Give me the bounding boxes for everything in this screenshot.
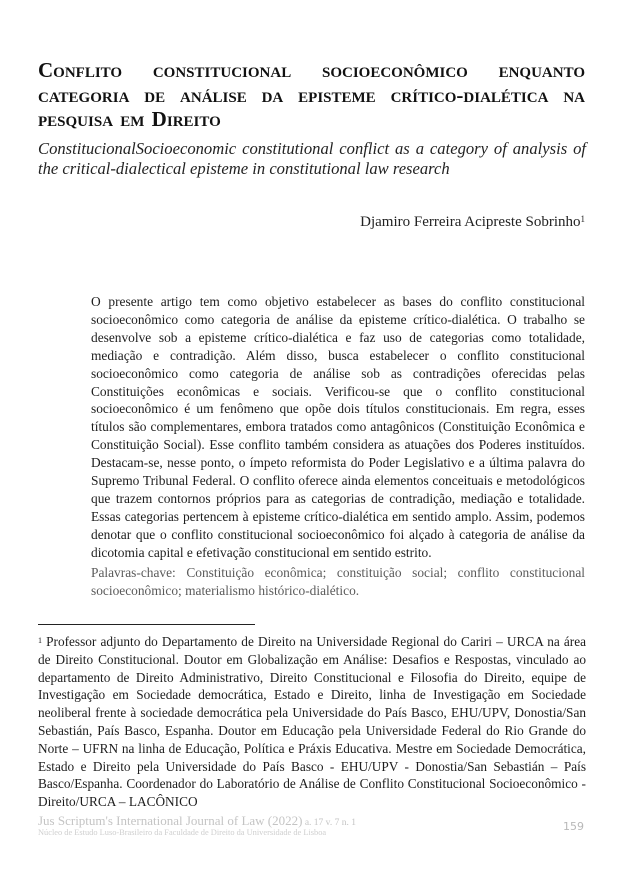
footnote-1 (38, 633, 586, 811)
author-name: Djamiro Ferreira Acipreste Sobrinho (360, 214, 581, 230)
abstract-paragraph: O presente artigo tem como objetivo estabelecer as bases do conflito constitucional socioeconômico como categoria de análise da episteme crítico-dialética. O trabalho se desenvolve sob a episteme crítico-dialética e faz uso de categorias como totalidade, mediação e contradição. Além disso, busca estabelecer o conflito constitucional socioeconômico como categoria de análise sob as contradições oferecidas pelas Constituições econômicas e sociais. Verificou-se que o conflito constitucional socioeconômico é um fenômeno que opõe dois títulos constitucionais. Em regra, esses títulos são complementares, embora tratados como antagônicos (Constituição Econômica e Constituição Social). Esse conflito também considera as atuações dos Poderes instituídos. Destacam-se, nesse ponto, o ímpeto reformista do Poder Legislativo e a última palavra do Supremo Tribunal Federal. O conflito oferece ainda elementos conceituais e metodológicos que trazem contornos próprios para as categorias de contradição, mediação e totalidade. Essas categorias pertencem à episteme crítico-dialética em sentido amplo. Assim, podemos denotar que o conflito constitucional socioeconômico foi alçado à categoria de análise da dicotomia capital e efetivação constitucional em sentido estrito. (91, 294, 585, 560)
page-number: 159 (563, 820, 584, 833)
author-footnote-marker[interactable]: 1 (580, 214, 585, 224)
footnote-marker: 1 (38, 636, 42, 645)
footer-journal-name: Jus Scriptum's International Journal of Law (2022) (38, 813, 303, 828)
footnote-text: Professor adjunto do Departamento de Direito na Universidade Regional do Cariri – URCA na área de Direito Constitucional. Doutor em Globalização em Análise: Desafios e Respostas, vinculado ao departamento de Direito Administrativo, Direito Constitucional e Filosofia do Direito, equipe de Investigação em Sociedade democrática, Estado e Direito, linha de Investigação em Sociedade neoliberal frente à sociedade democrática pela Universidade do País Basco, EHU/UPV, Donostia/San Sebastián, País Basco, Espanha. Doutor em Educação pela Universidade Federal do Rio Grande do Norte – UFRN na linha de Educação, Política e Práxis Educativa. Mestre em Sociedade Democrática, Estado e Direito pela Universidade do País Basco - EHU/UPV - Donostia/San Sebastián – País Basco/Espanha. Coordenador do Laboratório de Análise de Conflito Constitucional Socioeconômico - Direito/URCA – LACÔNICO (38, 634, 586, 810)
footer-issue: a. 17 v. 7 n. 1 (302, 818, 356, 828)
footer-institution: Núcleo de Estudo Luso-Brasileiro da Faculdade de Direito da Universidade de Lisboa (38, 828, 327, 837)
article-subtitle-english: ConstitucionalSocioeconomic constitutional conflict as a category of analysis of the critical-dialectical episteme in constitutional law research (38, 139, 586, 178)
keywords: Palavras-chave: Constituição econômica; constituição social; conflito constitucional socioeconômico; materialismo histórico-dialético. (91, 565, 585, 598)
author-byline (360, 213, 585, 231)
article-title: Conflito constitucional socioeconômico enquanto categoria de análise da episteme crítico-dialética na pesquisa em Direito (38, 58, 585, 131)
footnote-separator (38, 624, 255, 625)
